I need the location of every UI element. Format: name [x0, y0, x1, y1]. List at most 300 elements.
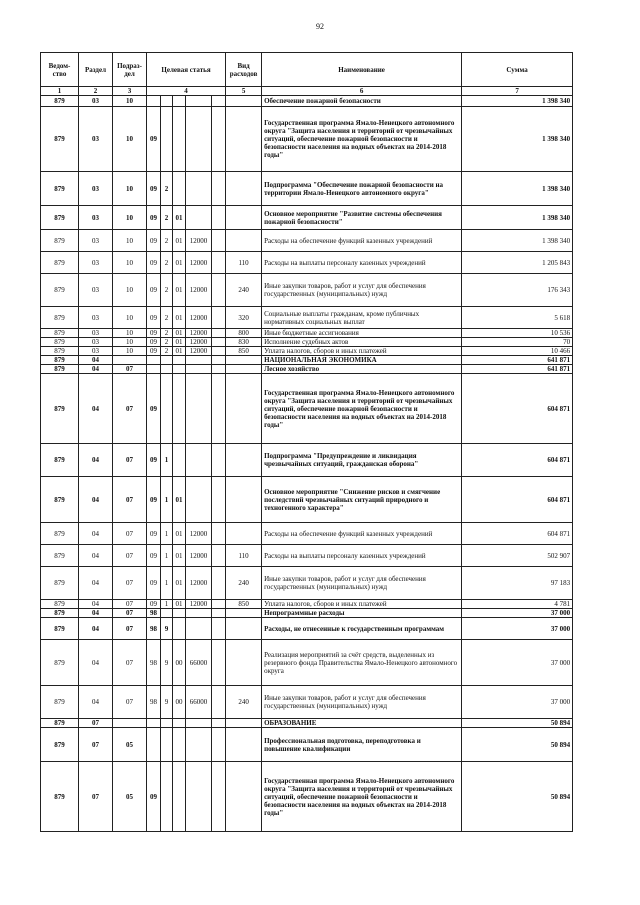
- colnum: 5: [226, 87, 262, 96]
- cell-podrazdel: 07: [113, 477, 147, 523]
- cell-program: 09: [147, 600, 161, 609]
- cell-event: [173, 609, 186, 618]
- cell-direction: 12000: [186, 338, 212, 347]
- cell-program: 98: [147, 686, 161, 719]
- cell-program: 09: [147, 374, 161, 444]
- cell-subprogram: 2: [161, 329, 173, 338]
- cell-name: Непрограммные расходы: [262, 609, 462, 618]
- cell-name: Социальные выплаты гражданам, кроме публичных нормативных социальных выплат: [262, 307, 462, 329]
- cell-podrazdel: 05: [113, 728, 147, 762]
- table-row: [41, 567, 573, 600]
- cell-event: 00: [173, 686, 186, 719]
- header-vid: Вид расходов: [226, 53, 262, 87]
- cell-subprogram: 2: [161, 230, 173, 252]
- cell-extra: [212, 618, 226, 640]
- cell-vedomstvo: 879: [41, 523, 79, 545]
- cell-program: 09: [147, 252, 161, 274]
- cell-sum: 176 343: [462, 274, 573, 307]
- cell-razdel: 07: [79, 728, 113, 762]
- cell-vid: 240: [226, 567, 262, 600]
- table-row: [41, 329, 573, 338]
- cell-extra: [212, 230, 226, 252]
- cell-podrazdel: 07: [113, 374, 147, 444]
- cell-subprogram: 1: [161, 600, 173, 609]
- table-row: [41, 618, 573, 640]
- cell-vedomstvo: 879: [41, 640, 79, 686]
- cell-subprogram: 2: [161, 274, 173, 307]
- cell-name: Государственная программа Ямало-Ненецкого автономного округа "Защита населения и территорий от чрезвычайных ситуаций, обеспечение пожарной безопасности и безопасности населения на водных объектах на 2014-2018 годы": [262, 762, 462, 832]
- table-row: [41, 640, 573, 686]
- cell-direction: [186, 374, 212, 444]
- header-podrazdel: Подраз-дел: [113, 53, 147, 87]
- cell-direction: [186, 365, 212, 374]
- cell-event: [173, 444, 186, 477]
- cell-razdel: 04: [79, 618, 113, 640]
- cell-razdel: 03: [79, 274, 113, 307]
- cell-subprogram: 2: [161, 347, 173, 356]
- cell-razdel: 03: [79, 206, 113, 230]
- cell-name: Расходы на обеспечение функций казенных учреждений: [262, 523, 462, 545]
- cell-razdel: 03: [79, 307, 113, 329]
- cell-subprogram: 1: [161, 545, 173, 567]
- cell-podrazdel: 07: [113, 444, 147, 477]
- cell-program: 98: [147, 618, 161, 640]
- cell-vedomstvo: 879: [41, 374, 79, 444]
- table-row: [41, 365, 573, 374]
- cell-direction: [186, 719, 212, 728]
- cell-podrazdel: 07: [113, 609, 147, 618]
- cell-event: [173, 365, 186, 374]
- cell-subprogram: 9: [161, 686, 173, 719]
- cell-name: Иные закупки товаров, работ и услуг для обеспечения государственных (муниципальных) нужд: [262, 274, 462, 307]
- cell-podrazdel: 07: [113, 567, 147, 600]
- cell-subprogram: 2: [161, 307, 173, 329]
- cell-direction: 12000: [186, 252, 212, 274]
- cell-sum: 1 398 340: [462, 96, 573, 107]
- cell-podrazdel: 07: [113, 545, 147, 567]
- table-row: [41, 274, 573, 307]
- cell-program: 09: [147, 347, 161, 356]
- cell-vedomstvo: 879: [41, 338, 79, 347]
- cell-name: ОБРАЗОВАНИЕ: [262, 719, 462, 728]
- cell-program: [147, 728, 161, 762]
- cell-sum: 97 183: [462, 567, 573, 600]
- cell-sum: 4 781: [462, 600, 573, 609]
- cell-direction: 12000: [186, 545, 212, 567]
- header-target: Целевая статья: [147, 53, 226, 87]
- cell-podrazdel: 10: [113, 230, 147, 252]
- table-row: [41, 600, 573, 609]
- cell-sum: 10 466: [462, 347, 573, 356]
- cell-vid: [226, 365, 262, 374]
- cell-subprogram: 9: [161, 640, 173, 686]
- cell-event: 01: [173, 230, 186, 252]
- colnum: 6: [262, 87, 462, 96]
- cell-vid: [226, 618, 262, 640]
- cell-sum: 1 205 843: [462, 252, 573, 274]
- header-razdel: Раздел: [79, 53, 113, 87]
- cell-name: Расходы, не отнесенные к государственным программам: [262, 618, 462, 640]
- cell-direction: 12000: [186, 347, 212, 356]
- cell-vid: 240: [226, 686, 262, 719]
- cell-vedomstvo: 879: [41, 365, 79, 374]
- cell-direction: [186, 609, 212, 618]
- table-row: [41, 206, 573, 230]
- cell-sum: 641 871: [462, 356, 573, 365]
- cell-sum: 1 398 340: [462, 230, 573, 252]
- cell-direction: 12000: [186, 600, 212, 609]
- cell-razdel: 04: [79, 686, 113, 719]
- cell-razdel: 03: [79, 172, 113, 206]
- cell-program: 09: [147, 762, 161, 832]
- header-name: Наименование: [262, 53, 462, 87]
- cell-direction: 66000: [186, 686, 212, 719]
- cell-podrazdel: 07: [113, 686, 147, 719]
- cell-sum: 1 398 340: [462, 172, 573, 206]
- cell-direction: 12000: [186, 307, 212, 329]
- cell-name: Подпрограмма "Обеспечение пожарной безопасности на территории Ямало-Ненецкого автономного округа": [262, 172, 462, 206]
- cell-subprogram: [161, 728, 173, 762]
- table-row: [41, 96, 573, 107]
- cell-program: 09: [147, 307, 161, 329]
- cell-podrazdel: 10: [113, 338, 147, 347]
- cell-sum: 50 894: [462, 762, 573, 832]
- cell-subprogram: [161, 719, 173, 728]
- cell-name: Исполнение судебных актов: [262, 338, 462, 347]
- cell-podrazdel: 07: [113, 523, 147, 545]
- cell-vedomstvo: 879: [41, 762, 79, 832]
- table-row: [41, 686, 573, 719]
- cell-program: 98: [147, 640, 161, 686]
- cell-event: [173, 762, 186, 832]
- cell-vedomstvo: 879: [41, 356, 79, 365]
- cell-name: Реализация мероприятий за счёт средств, выделенных из резервного фонда Правительства Ямало-Ненецкого автономного округа: [262, 640, 462, 686]
- cell-extra: [212, 640, 226, 686]
- cell-extra: [212, 329, 226, 338]
- table-row: [41, 609, 573, 618]
- cell-subprogram: 1: [161, 444, 173, 477]
- cell-razdel: 03: [79, 347, 113, 356]
- cell-razdel: 04: [79, 356, 113, 365]
- cell-subprogram: 2: [161, 172, 173, 206]
- cell-name: Иные бюджетные ассигнования: [262, 329, 462, 338]
- cell-extra: [212, 172, 226, 206]
- cell-subprogram: [161, 107, 173, 172]
- cell-vedomstvo: 879: [41, 567, 79, 600]
- cell-name: Основное мероприятие "Развитие системы обеспечения пожарной безопасности": [262, 206, 462, 230]
- cell-vid: 320: [226, 307, 262, 329]
- cell-sum: 502 907: [462, 545, 573, 567]
- cell-direction: [186, 477, 212, 523]
- cell-sum: 50 894: [462, 719, 573, 728]
- cell-program: 09: [147, 545, 161, 567]
- cell-direction: [186, 96, 212, 107]
- cell-razdel: 04: [79, 567, 113, 600]
- cell-podrazdel: 05: [113, 762, 147, 832]
- cell-razdel: 04: [79, 609, 113, 618]
- cell-extra: [212, 206, 226, 230]
- cell-program: 09: [147, 444, 161, 477]
- cell-subprogram: [161, 356, 173, 365]
- cell-podrazdel: 10: [113, 252, 147, 274]
- cell-direction: 12000: [186, 274, 212, 307]
- cell-vid: [226, 444, 262, 477]
- cell-razdel: 03: [79, 96, 113, 107]
- cell-razdel: 04: [79, 545, 113, 567]
- cell-program: 09: [147, 172, 161, 206]
- cell-podrazdel: 07: [113, 640, 147, 686]
- budget-table: [40, 52, 573, 832]
- cell-event: 00: [173, 640, 186, 686]
- cell-event: 01: [173, 252, 186, 274]
- cell-extra: [212, 365, 226, 374]
- cell-vedomstvo: 879: [41, 274, 79, 307]
- table-row: [41, 545, 573, 567]
- cell-razdel: 04: [79, 444, 113, 477]
- cell-sum: 1 398 340: [462, 107, 573, 172]
- cell-direction: [186, 206, 212, 230]
- cell-subprogram: [161, 374, 173, 444]
- cell-program: [147, 96, 161, 107]
- cell-extra: [212, 252, 226, 274]
- cell-extra: [212, 347, 226, 356]
- header-row: [41, 53, 573, 87]
- table-row: [41, 356, 573, 365]
- cell-extra: [212, 338, 226, 347]
- table-row: [41, 719, 573, 728]
- cell-vedomstvo: 879: [41, 172, 79, 206]
- cell-sum: 50 894: [462, 728, 573, 762]
- cell-program: 09: [147, 523, 161, 545]
- cell-subprogram: [161, 762, 173, 832]
- table-row: [41, 762, 573, 832]
- cell-subprogram: 2: [161, 252, 173, 274]
- cell-name: Иные закупки товаров, работ и услуг для обеспечения государственных (муниципальных) нужд: [262, 686, 462, 719]
- cell-direction: [186, 762, 212, 832]
- cell-event: [173, 107, 186, 172]
- cell-vid: [226, 609, 262, 618]
- cell-subprogram: 1: [161, 477, 173, 523]
- table-row: [41, 523, 573, 545]
- cell-subprogram: 2: [161, 206, 173, 230]
- cell-vid: [226, 640, 262, 686]
- page-number: 92: [316, 22, 324, 31]
- cell-vedomstvo: 879: [41, 206, 79, 230]
- cell-name: Уплата налогов, сборов и иных платежей: [262, 347, 462, 356]
- cell-program: [147, 365, 161, 374]
- cell-razdel: 04: [79, 374, 113, 444]
- cell-vid: [226, 523, 262, 545]
- cell-razdel: 04: [79, 523, 113, 545]
- cell-razdel: 03: [79, 329, 113, 338]
- cell-podrazdel: [113, 356, 147, 365]
- cell-vid: [226, 374, 262, 444]
- cell-podrazdel: 10: [113, 172, 147, 206]
- cell-subprogram: [161, 365, 173, 374]
- cell-vid: 850: [226, 347, 262, 356]
- cell-direction: [186, 356, 212, 365]
- cell-event: 01: [173, 567, 186, 600]
- cell-podrazdel: 10: [113, 307, 147, 329]
- cell-event: 01: [173, 523, 186, 545]
- table-row: [41, 252, 573, 274]
- cell-sum: 604 871: [462, 444, 573, 477]
- table-row: [41, 728, 573, 762]
- cell-event: 01: [173, 338, 186, 347]
- cell-razdel: 04: [79, 600, 113, 609]
- cell-name: Расходы на выплаты персоналу казенных учреждений: [262, 545, 462, 567]
- cell-direction: 12000: [186, 567, 212, 600]
- cell-vedomstvo: 879: [41, 107, 79, 172]
- cell-vedomstvo: 879: [41, 600, 79, 609]
- cell-vedomstvo: 879: [41, 545, 79, 567]
- cell-vid: 110: [226, 252, 262, 274]
- cell-vedomstvo: 879: [41, 477, 79, 523]
- cell-sum: 37 000: [462, 686, 573, 719]
- cell-vid: [226, 728, 262, 762]
- cell-extra: [212, 307, 226, 329]
- cell-vedomstvo: 879: [41, 609, 79, 618]
- cell-vid: [226, 96, 262, 107]
- cell-razdel: 07: [79, 719, 113, 728]
- cell-name: НАЦИОНАЛЬНАЯ ЭКОНОМИКА: [262, 356, 462, 365]
- cell-program: 09: [147, 567, 161, 600]
- cell-razdel: 03: [79, 252, 113, 274]
- cell-direction: 12000: [186, 329, 212, 338]
- cell-direction: [186, 444, 212, 477]
- table-row: [41, 107, 573, 172]
- cell-subprogram: 2: [161, 338, 173, 347]
- cell-program: 09: [147, 477, 161, 523]
- cell-vedomstvo: 879: [41, 444, 79, 477]
- cell-extra: [212, 374, 226, 444]
- cell-sum: 641 871: [462, 365, 573, 374]
- cell-sum: 37 000: [462, 640, 573, 686]
- cell-razdel: 03: [79, 230, 113, 252]
- cell-event: [173, 172, 186, 206]
- header-vedomstvo: Ведом-ство: [41, 53, 79, 87]
- cell-podrazdel: 10: [113, 206, 147, 230]
- cell-extra: [212, 719, 226, 728]
- cell-podrazdel: 10: [113, 347, 147, 356]
- colnum: 2: [79, 87, 113, 96]
- cell-name: Обеспечение пожарной безопасности: [262, 96, 462, 107]
- cell-program: [147, 719, 161, 728]
- cell-event: 01: [173, 347, 186, 356]
- cell-event: [173, 356, 186, 365]
- cell-sum: 604 871: [462, 477, 573, 523]
- cell-name: Лесное хозяйство: [262, 365, 462, 374]
- cell-vedomstvo: 879: [41, 307, 79, 329]
- cell-vid: 800: [226, 329, 262, 338]
- table-row: [41, 444, 573, 477]
- cell-event: 01: [173, 274, 186, 307]
- cell-razdel: 04: [79, 365, 113, 374]
- cell-vedomstvo: 879: [41, 728, 79, 762]
- cell-podrazdel: 07: [113, 618, 147, 640]
- cell-vid: [226, 356, 262, 365]
- cell-name: Профессиональная подготовка, переподготовка и повышение квалификации: [262, 728, 462, 762]
- cell-razdel: 03: [79, 107, 113, 172]
- cell-vid: [226, 762, 262, 832]
- cell-event: [173, 96, 186, 107]
- cell-extra: [212, 762, 226, 832]
- cell-name: Иные закупки товаров, работ и услуг для обеспечения государственных (муниципальных) нужд: [262, 567, 462, 600]
- cell-program: 09: [147, 338, 161, 347]
- cell-program: [147, 356, 161, 365]
- cell-vedomstvo: 879: [41, 347, 79, 356]
- cell-podrazdel: 10: [113, 96, 147, 107]
- cell-subprogram: [161, 609, 173, 618]
- cell-vedomstvo: 879: [41, 230, 79, 252]
- cell-vid: 850: [226, 600, 262, 609]
- cell-sum: 10 536: [462, 329, 573, 338]
- cell-program: 09: [147, 206, 161, 230]
- cell-program: 09: [147, 107, 161, 172]
- cell-vid: 830: [226, 338, 262, 347]
- cell-sum: 70: [462, 338, 573, 347]
- cell-podrazdel: 10: [113, 107, 147, 172]
- cell-vedomstvo: 879: [41, 686, 79, 719]
- cell-event: 01: [173, 206, 186, 230]
- cell-event: 01: [173, 600, 186, 609]
- cell-extra: [212, 600, 226, 609]
- cell-direction: 12000: [186, 230, 212, 252]
- cell-direction: [186, 172, 212, 206]
- cell-name: Подпрограмма "Предупреждение и ликвидация чрезвычайных ситуаций, гражданская оборона": [262, 444, 462, 477]
- cell-direction: [186, 107, 212, 172]
- cell-razdel: 04: [79, 640, 113, 686]
- cell-vid: [226, 719, 262, 728]
- cell-podrazdel: 07: [113, 365, 147, 374]
- cell-razdel: 03: [79, 338, 113, 347]
- cell-subprogram: 1: [161, 567, 173, 600]
- cell-vid: [226, 230, 262, 252]
- cell-vid: [226, 107, 262, 172]
- cell-program: 09: [147, 274, 161, 307]
- table-row: [41, 230, 573, 252]
- table-row: [41, 477, 573, 523]
- cell-event: 01: [173, 477, 186, 523]
- header-sum: Сумма: [462, 53, 573, 87]
- cell-extra: [212, 567, 226, 600]
- cell-vid: [226, 206, 262, 230]
- colnum: 1: [41, 87, 79, 96]
- cell-podrazdel: 07: [113, 600, 147, 609]
- cell-extra: [212, 728, 226, 762]
- cell-vedomstvo: 879: [41, 618, 79, 640]
- cell-extra: [212, 686, 226, 719]
- cell-name: Расходы на обеспечение функций казенных учреждений: [262, 230, 462, 252]
- cell-event: 01: [173, 329, 186, 338]
- cell-subprogram: [161, 96, 173, 107]
- cell-name: Уплата налогов, сборов и иных платежей: [262, 600, 462, 609]
- cell-podrazdel: 10: [113, 329, 147, 338]
- table-row: [41, 172, 573, 206]
- table-row: [41, 347, 573, 356]
- cell-extra: [212, 274, 226, 307]
- colnum: 3: [113, 87, 147, 96]
- cell-extra: [212, 523, 226, 545]
- table-row: [41, 307, 573, 329]
- cell-extra: [212, 545, 226, 567]
- table-row: [41, 374, 573, 444]
- cell-vedomstvo: 879: [41, 252, 79, 274]
- cell-name: Государственная программа Ямало-Ненецкого автономного округа "Защита населения и территорий от чрезвычайных ситуаций, обеспечение пожарной безопасности и безопасности населения на водных объектах на 2014-2018 годы": [262, 374, 462, 444]
- cell-extra: [212, 477, 226, 523]
- cell-extra: [212, 609, 226, 618]
- cell-event: [173, 374, 186, 444]
